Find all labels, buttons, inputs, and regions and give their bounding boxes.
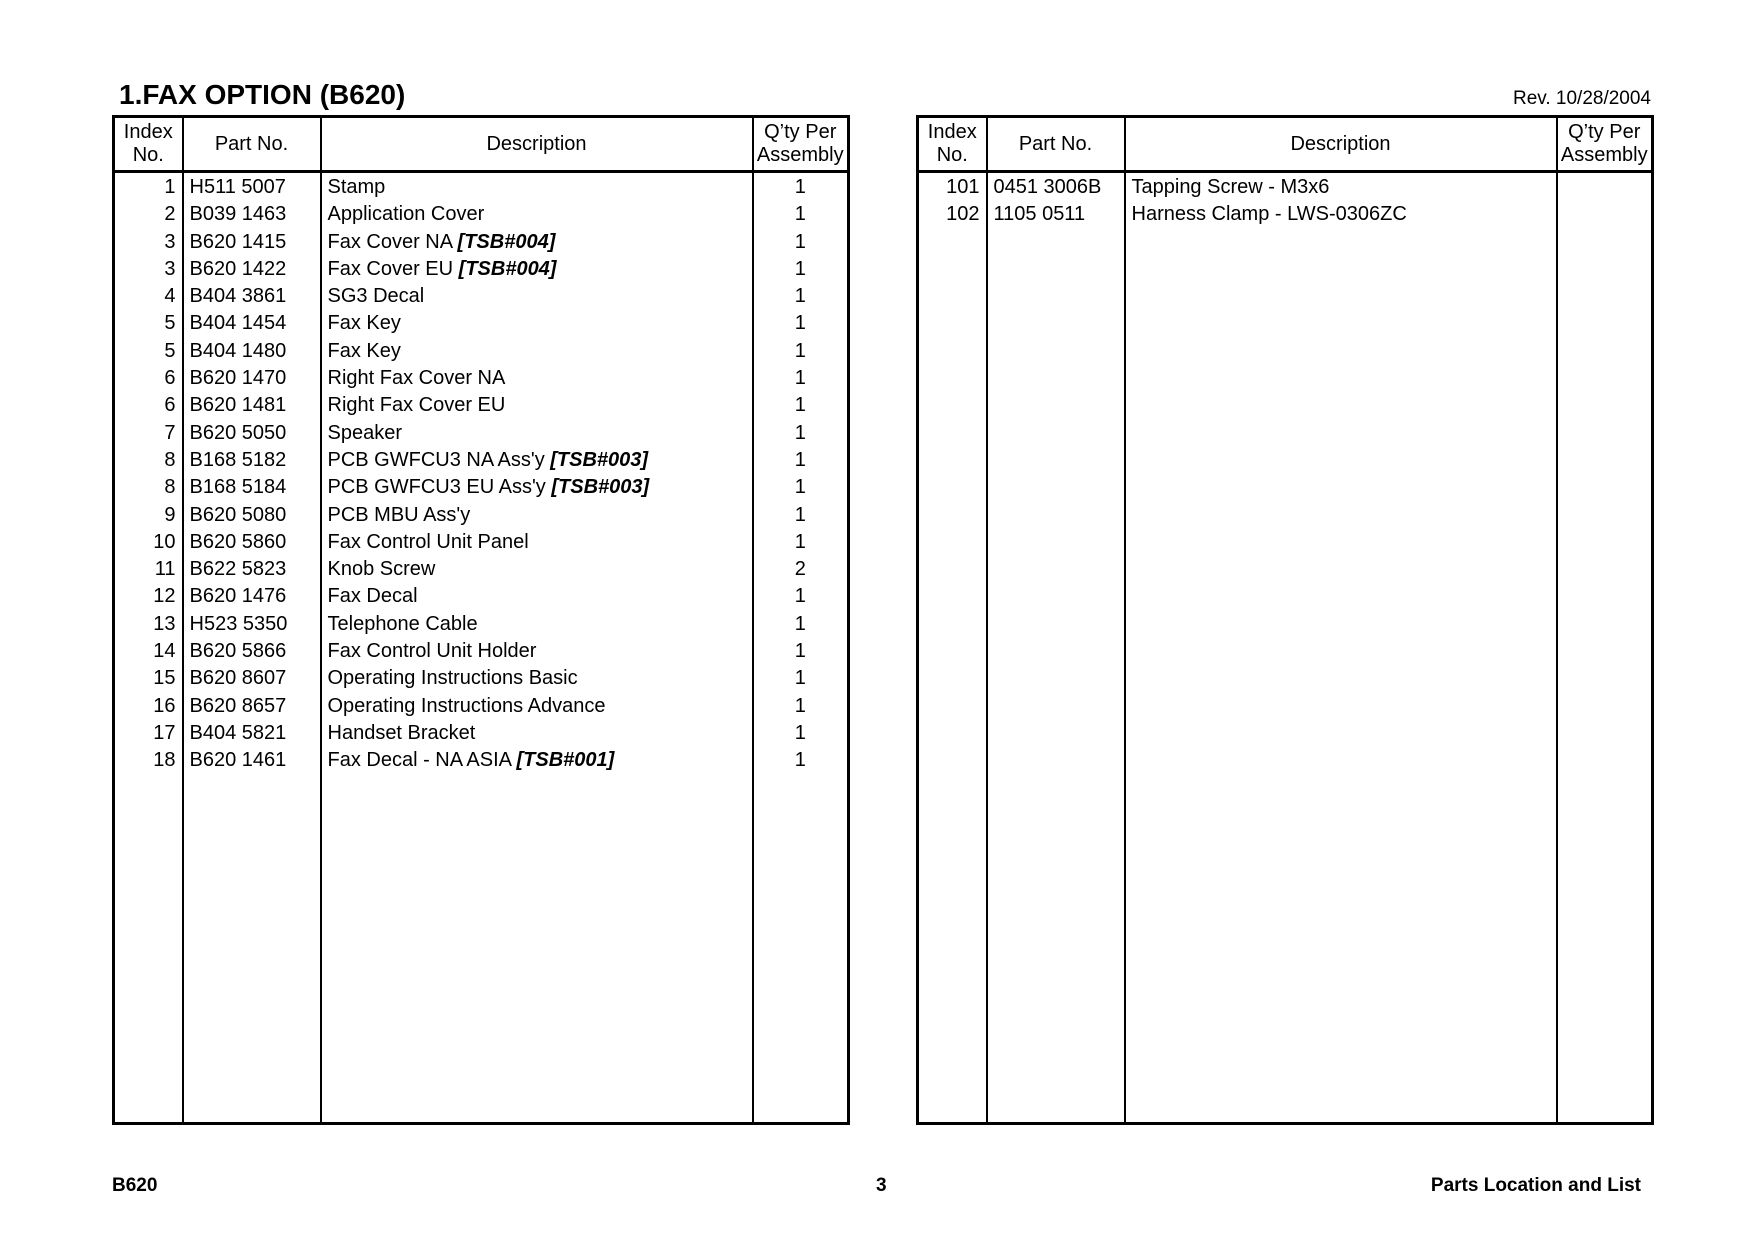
cell-qty: 1 bbox=[753, 638, 849, 665]
description-text: Right Fax Cover NA bbox=[327, 367, 506, 390]
description-text: Right Fax Cover EU bbox=[327, 394, 506, 417]
table-row bbox=[114, 720, 849, 747]
parts-table-right-body bbox=[918, 172, 1653, 1124]
cell-part-no: 0451 3006B bbox=[987, 172, 1125, 202]
description-text: Fax Decal bbox=[327, 585, 418, 608]
cell-index: 14 bbox=[114, 638, 183, 665]
cell-qty: 1 bbox=[753, 338, 849, 365]
table-row bbox=[114, 283, 849, 310]
cell-part-no: B620 1415 bbox=[183, 229, 321, 256]
tsb-reference: [TSB#001] bbox=[516, 749, 615, 772]
tsb-reference: [TSB#003] bbox=[550, 448, 649, 471]
table-row bbox=[918, 172, 1653, 202]
parts-table-left bbox=[112, 115, 850, 1125]
description-text: PCB GWFCU3 NA Ass'y bbox=[327, 448, 545, 471]
table-row bbox=[114, 310, 849, 337]
description-text: PCB GWFCU3 EU Ass'y bbox=[327, 476, 546, 499]
table-row bbox=[114, 638, 849, 665]
cell-part-no: B404 3861 bbox=[183, 283, 321, 310]
table-row bbox=[114, 693, 849, 720]
column-header-index-line1: Index bbox=[927, 121, 977, 143]
column-header-index bbox=[114, 117, 183, 172]
cell-description bbox=[321, 172, 753, 202]
cell-part-no: B039 1463 bbox=[183, 201, 321, 228]
description-text: Fax Key bbox=[327, 312, 401, 335]
description-text: Speaker bbox=[327, 421, 402, 444]
cell-part-no: B620 5080 bbox=[183, 502, 321, 529]
cell-description bbox=[321, 365, 753, 392]
cell-index: 18 bbox=[114, 747, 183, 774]
cell-index: 4 bbox=[114, 283, 183, 310]
table-row bbox=[114, 392, 849, 419]
cell-part-no: B620 8607 bbox=[183, 665, 321, 692]
cell-part-no: B620 5050 bbox=[183, 420, 321, 447]
column-header-part-no: Part No. bbox=[987, 117, 1125, 172]
table-header-row bbox=[114, 117, 849, 172]
column-header-qty-line2: Assembly bbox=[1560, 144, 1648, 166]
description-text: Stamp bbox=[327, 176, 386, 198]
description-text: Telephone Cable bbox=[327, 612, 478, 635]
cell-qty: 1 bbox=[753, 447, 849, 474]
cell-qty: 1 bbox=[753, 172, 849, 202]
table-row bbox=[114, 611, 849, 638]
cell-description bbox=[321, 747, 753, 774]
cell-qty: 1 bbox=[753, 720, 849, 747]
footer-section-title: Parts Location and List bbox=[1430, 1175, 1641, 1196]
cell-index: 6 bbox=[114, 365, 183, 392]
description-text: Application Cover bbox=[327, 203, 485, 226]
cell-description bbox=[321, 665, 753, 692]
description-text: Knob Screw bbox=[327, 558, 436, 581]
column-header-index bbox=[918, 117, 987, 172]
description-text: Fax Key bbox=[327, 339, 401, 362]
footer-page-number: 3 bbox=[876, 1175, 887, 1196]
cell-index: 7 bbox=[114, 420, 183, 447]
cell-part-no: B404 1480 bbox=[183, 338, 321, 365]
column-header-index-line2: No. bbox=[132, 144, 164, 166]
cell-index: 13 bbox=[114, 611, 183, 638]
cell-part-no: H511 5007 bbox=[183, 172, 321, 202]
column-header-description: Description bbox=[321, 117, 753, 172]
cell-qty: 1 bbox=[753, 229, 849, 256]
cell-part-no: B168 5184 bbox=[183, 474, 321, 501]
cell-description bbox=[321, 420, 753, 447]
footer-model: B620 bbox=[112, 1175, 158, 1196]
cell-description bbox=[321, 256, 753, 283]
description-text: Operating Instructions Basic bbox=[327, 667, 578, 690]
description-text: Fax Control Unit Holder bbox=[327, 640, 537, 663]
cell-index: 2 bbox=[114, 201, 183, 228]
cell-description bbox=[321, 201, 753, 228]
cell-index: 3 bbox=[114, 229, 183, 256]
column-header-index-line2: No. bbox=[936, 144, 968, 166]
cell-index: 9 bbox=[114, 502, 183, 529]
cell-description bbox=[321, 310, 753, 337]
cell-qty: 1 bbox=[753, 201, 849, 228]
cell-index: 101 bbox=[918, 172, 987, 202]
cell-part-no: B168 5182 bbox=[183, 447, 321, 474]
table-row bbox=[918, 201, 1653, 228]
cell-index: 12 bbox=[114, 583, 183, 610]
cell-part-no: B620 1481 bbox=[183, 392, 321, 419]
tsb-reference: [TSB#004] bbox=[458, 257, 557, 280]
cell-description bbox=[321, 447, 753, 474]
table-row bbox=[114, 583, 849, 610]
table-row bbox=[114, 665, 849, 692]
cell-description bbox=[321, 583, 753, 610]
cell-qty: 1 bbox=[753, 420, 849, 447]
cell-qty: 1 bbox=[753, 611, 849, 638]
table-row bbox=[114, 447, 849, 474]
cell-description bbox=[321, 392, 753, 419]
cell-part-no: B404 5821 bbox=[183, 720, 321, 747]
table-row bbox=[114, 747, 849, 774]
cell-qty: 1 bbox=[753, 747, 849, 774]
filler-cell bbox=[1125, 229, 1557, 1124]
cell-index: 6 bbox=[114, 392, 183, 419]
cell-index: 17 bbox=[114, 720, 183, 747]
cell-index: 15 bbox=[114, 665, 183, 692]
column-header-qty-line1: Q’ty Per bbox=[764, 121, 837, 143]
description-text: Harness Clamp - LWS-0306ZC bbox=[1131, 203, 1407, 226]
table-filler-row bbox=[114, 775, 849, 1124]
cell-description bbox=[321, 720, 753, 747]
cell-qty: 1 bbox=[753, 665, 849, 692]
cell-description bbox=[1125, 172, 1557, 202]
cell-qty: 1 bbox=[753, 502, 849, 529]
filler-cell bbox=[918, 229, 987, 1124]
cell-qty: 1 bbox=[753, 392, 849, 419]
cell-qty: 1 bbox=[753, 256, 849, 283]
description-text: SG3 Decal bbox=[327, 285, 425, 308]
description-text: Fax Decal - NA ASIA bbox=[327, 749, 511, 772]
filler-cell bbox=[114, 775, 183, 1124]
cell-index: 8 bbox=[114, 474, 183, 501]
table-row bbox=[114, 229, 849, 256]
table-header-row bbox=[918, 117, 1653, 172]
cell-description bbox=[321, 638, 753, 665]
cell-index: 10 bbox=[114, 529, 183, 556]
description-text: Handset Bracket bbox=[327, 721, 476, 744]
description-text: PCB MBU Ass'y bbox=[327, 503, 471, 526]
table-row bbox=[114, 201, 849, 228]
cell-description bbox=[1125, 201, 1557, 228]
cell-description bbox=[321, 693, 753, 720]
table-row bbox=[114, 502, 849, 529]
cell-index: 5 bbox=[114, 338, 183, 365]
table-filler-row bbox=[918, 229, 1653, 1124]
cell-index: 16 bbox=[114, 693, 183, 720]
tsb-reference: [TSB#004] bbox=[457, 230, 556, 253]
column-header-qty-line2: Assembly bbox=[756, 144, 844, 166]
cell-part-no: B620 1476 bbox=[183, 583, 321, 610]
column-header-index-line1: Index bbox=[123, 121, 173, 143]
table-row bbox=[114, 172, 849, 202]
table-row bbox=[114, 529, 849, 556]
description-text: Tapping Screw - M3x6 bbox=[1131, 176, 1330, 198]
cell-qty bbox=[1557, 172, 1653, 202]
cell-qty bbox=[1557, 201, 1653, 228]
cell-qty: 2 bbox=[753, 556, 849, 583]
description-text: Fax Cover NA bbox=[327, 230, 452, 253]
cell-description bbox=[321, 283, 753, 310]
cell-description bbox=[321, 556, 753, 583]
cell-description bbox=[321, 529, 753, 556]
cell-index: 8 bbox=[114, 447, 183, 474]
cell-qty: 1 bbox=[753, 474, 849, 501]
cell-description bbox=[321, 611, 753, 638]
description-text: Fax Control Unit Panel bbox=[327, 530, 529, 553]
cell-index: 102 bbox=[918, 201, 987, 228]
cell-part-no: B622 5823 bbox=[183, 556, 321, 583]
table-row bbox=[114, 474, 849, 501]
cell-qty: 1 bbox=[753, 310, 849, 337]
table-row bbox=[114, 556, 849, 583]
cell-qty: 1 bbox=[753, 529, 849, 556]
cell-part-no: B620 8657 bbox=[183, 693, 321, 720]
table-row bbox=[114, 420, 849, 447]
cell-part-no: 1105 0511 bbox=[987, 201, 1125, 228]
cell-description bbox=[321, 229, 753, 256]
column-header-part-no: Part No. bbox=[183, 117, 321, 172]
page-title: 1.FAX OPTION (B620) bbox=[119, 79, 406, 110]
filler-cell bbox=[321, 775, 753, 1124]
description-text: Fax Cover EU bbox=[327, 257, 454, 280]
cell-index: 3 bbox=[114, 256, 183, 283]
cell-part-no: B404 1454 bbox=[183, 310, 321, 337]
cell-description bbox=[321, 474, 753, 501]
description-text: Operating Instructions Advance bbox=[327, 694, 606, 717]
cell-qty: 1 bbox=[753, 283, 849, 310]
filler-cell bbox=[987, 229, 1125, 1124]
table-row bbox=[114, 256, 849, 283]
cell-part-no: H523 5350 bbox=[183, 611, 321, 638]
cell-index: 5 bbox=[114, 310, 183, 337]
revision-date: Rev. 10/28/2004 bbox=[1512, 88, 1651, 109]
tsb-reference: [TSB#003] bbox=[551, 476, 650, 499]
cell-part-no: B620 1422 bbox=[183, 256, 321, 283]
cell-qty: 1 bbox=[753, 365, 849, 392]
cell-description bbox=[321, 502, 753, 529]
cell-part-no: B620 1470 bbox=[183, 365, 321, 392]
table-row bbox=[114, 338, 849, 365]
cell-index: 1 bbox=[114, 172, 183, 202]
filler-cell bbox=[753, 775, 849, 1124]
column-header-qty bbox=[753, 117, 849, 172]
column-header-description: Description bbox=[1125, 117, 1557, 172]
cell-index: 11 bbox=[114, 556, 183, 583]
cell-part-no: B620 5860 bbox=[183, 529, 321, 556]
filler-cell bbox=[1557, 229, 1653, 1124]
cell-part-no: B620 5866 bbox=[183, 638, 321, 665]
cell-qty: 1 bbox=[753, 583, 849, 610]
cell-qty: 1 bbox=[753, 693, 849, 720]
parts-table-left-body bbox=[114, 172, 849, 1124]
parts-table-right bbox=[916, 115, 1654, 1125]
column-header-qty-line1: Q’ty Per bbox=[1568, 121, 1641, 143]
table-row bbox=[114, 365, 849, 392]
filler-cell bbox=[183, 775, 321, 1124]
cell-part-no: B620 1461 bbox=[183, 747, 321, 774]
cell-description bbox=[321, 338, 753, 365]
column-header-qty bbox=[1557, 117, 1653, 172]
